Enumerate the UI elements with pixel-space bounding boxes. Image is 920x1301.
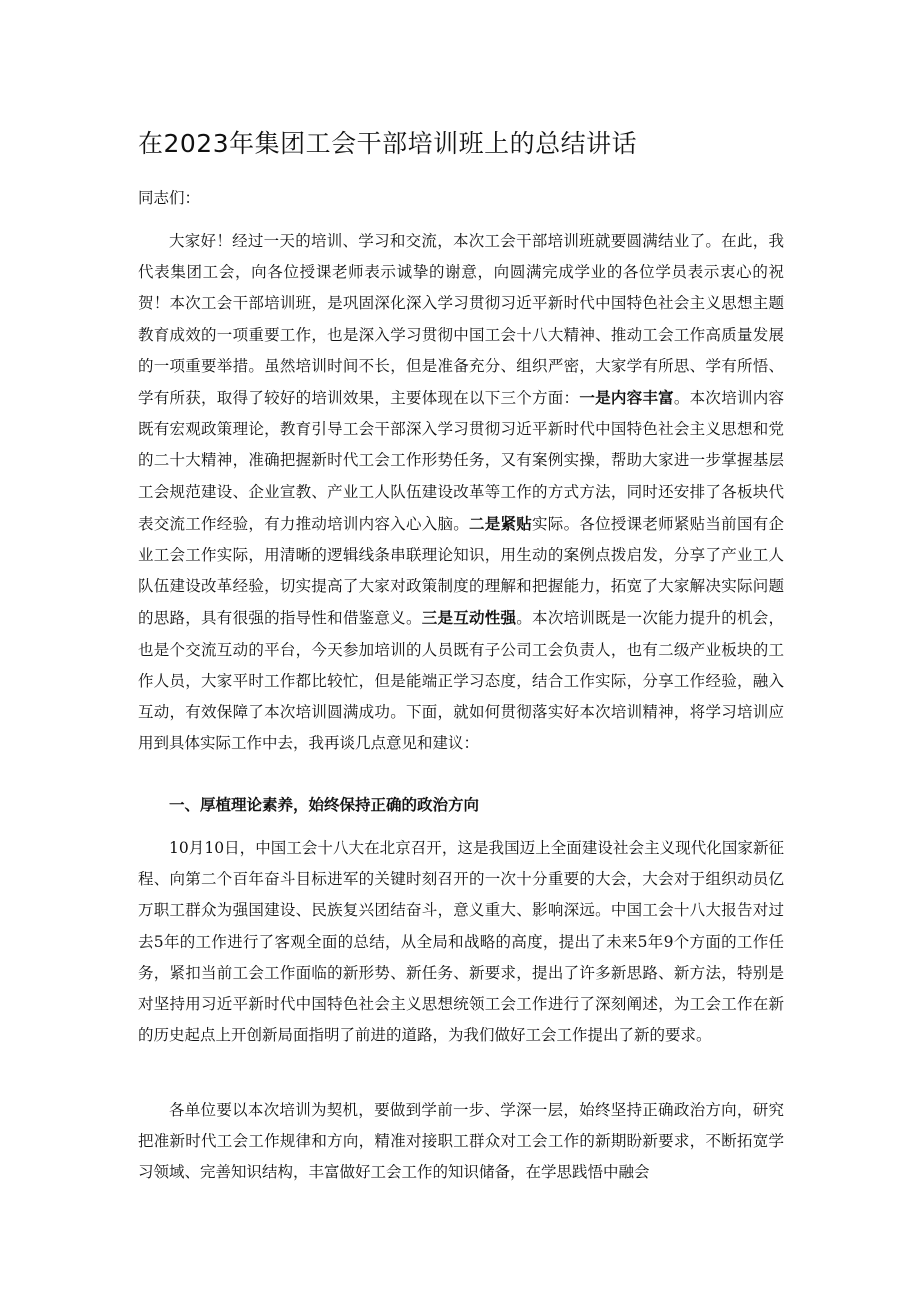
point-2-lead: 二是紧贴: [469, 513, 533, 533]
section-1-paragraph-1: 10月10日，中国工会十八大在北京召开，这是我国迈上全面建设社会主义现代化国家新征程、向第二个百年奋斗目标进军的关键时刻召开的一次十分重要的大会，大会对于组织动员亿万职工群众为强国建设、民族复兴团结奋斗，意义重大、影响深远。中国工会十八大报告对过去5年的工作进行了客观全面的总结，从全局和战略的高度，提出了未来5年9个方面的工作任务，紧扣当前工会工作面临的新形势、新任务、新要求，提出了许多新思路、新方法，特别是对坚持用习近平新时代中国特色社会主义思想统领工会工作进行了深刻阐述，为工会工作在新的历史起点上开创新局面指明了前进的道路，为我们做好工会工作提出了新的要求。: [138, 839, 784, 1045]
document-title: 在2023年集团工会干部培训班上的总结讲话: [138, 129, 638, 158]
intro-text-1: 大家好！经过一天的培训、学习和交流，本次工会干部培训班就要圆满结业了。在此，我代表集团工会，向各位授课老师表示诚挚的谢意，向圆满完成学业的各位学员表示衷心的祝贺！本次工会干部培训班，是巩固深化深入学习贯彻习近平新时代中国特色社会主义思想主题教育成效的一项重要工作，也是深入学习贯彻中国工会十八大精神、推动工会工作高质量发展的一项重要举措。虽然培训时间不长，但是准备充分、组织严密，大家学有所思、学有所悟、学有所获，取得了较好的培训效果，主要体现在以下三个方面：: [138, 232, 784, 408]
intro-text-3: 实际。各位授课老师紧贴当前国有企业工会工作实际，用清晰的逻辑线条串联理论知识，用生动的案例点拨启发，分享了产业工人队伍建设改革经验，切实提高了大家对政策制度的理解和把握能力，拓宽了大家解决实际问题的思路，具有很强的指导性和借鉴意义。: [138, 514, 784, 628]
section-1-paragraph-2: 各单位要以本次培训为契机，要做到学前一步、学深一层，始终坚持正确政治方向，研究把准新时代工会工作规律和方向，精准对接职工群众对工会工作的新期盼新要求，不断拓宽学习领域、完善知识结构，丰富做好工会工作的知识储备，在学思践悟中融会: [138, 1101, 784, 1182]
point-1-lead: 一是内容丰富: [579, 388, 674, 408]
salutation: 同志们：: [138, 189, 201, 207]
point-3-lead: 三是互动性强: [421, 608, 517, 628]
intro-text-4: 。本次培训既是一次能力提升的机会，也是个交流互动的平台，今天参加培训的人员既有子公司工会负责人，也有二级产业板块的工作人员，大家平时工作都比较忙，但是能端正学习态度，结合工作实际，分享工作经验，融入互动，有效保障了本次培训圆满成功。下面，就如何贯彻落实好本次培训精神，将学习培训应用到具体实际工作中去，我再谈几点意见和建议：: [138, 609, 784, 753]
intro-paragraph: [138, 226, 784, 759]
section-1-heading: 一、厚植理论素养，始终保持正确的政治方向: [169, 795, 480, 814]
intro-text-2: 。本次培训内容既有宏观政策理论，教育引导工会干部深入学习贯彻习近平新时代中国特色社会主义思想和党的二十大精神，准确把握新时代工会工作形势任务，又有案例实操，帮助大家进一步掌握基层工会规范建设、企业宣教、产业工人队伍建设改革等工作的方式方法，同时还安排了各板块代表交流工作经验，有力推动培训内容入心入脑。: [138, 389, 784, 533]
